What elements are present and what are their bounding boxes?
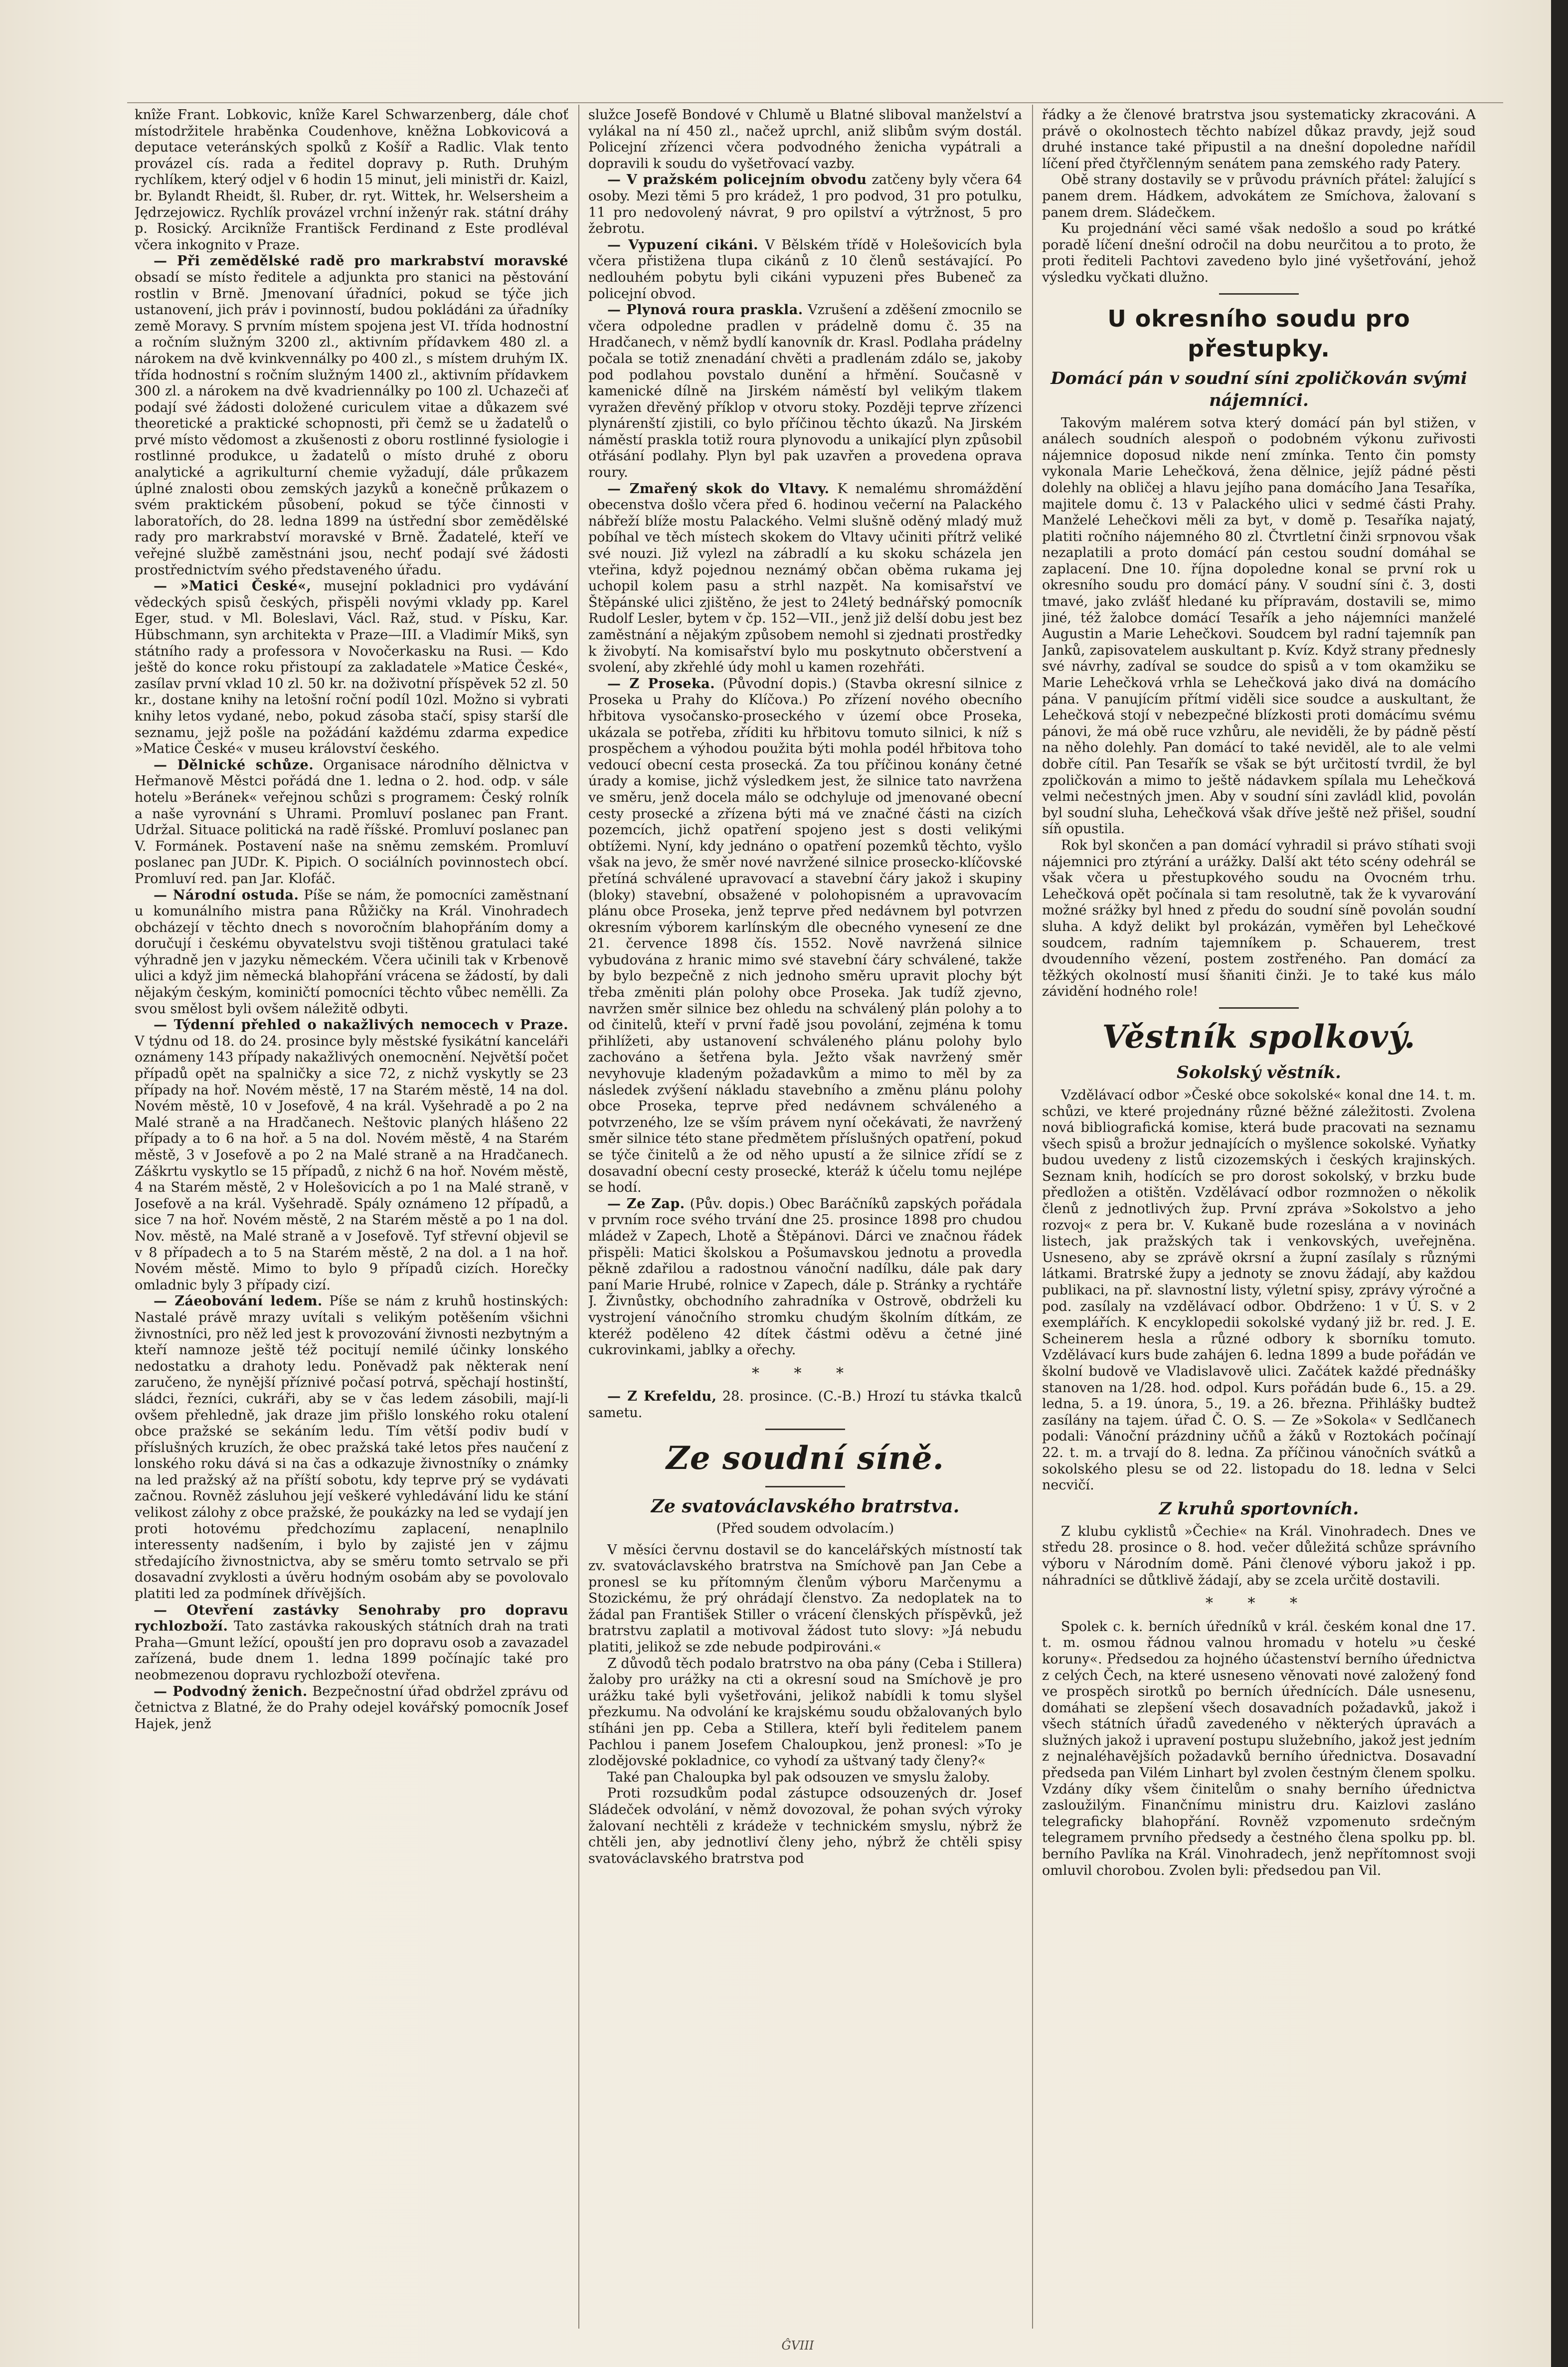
section-separator-stars: * * * <box>1205 1595 1313 1613</box>
section-title-clubs: Věstník spolkový. <box>1102 1018 1416 1056</box>
article-paragraph <box>588 676 1022 1196</box>
article-text: zatčeny byly včera 64 osoby. Mezi těmi 5 pro krádež, 1 pro podvod, 31 pro potulku, 11 pro nedovolený návrat, 9 pro opilství a výtržnost, 5 pro žebrotu. <box>588 172 1022 237</box>
article-headline: — Z Krefeldu, <box>607 1389 717 1405</box>
article-headline: — V pražském policejním obvodu <box>607 172 867 188</box>
page-number: ĜVIII <box>781 2339 814 2353</box>
article-headline: — »Matici České«, <box>154 578 312 594</box>
binding-edge <box>1551 0 1568 2367</box>
article-paragraph <box>588 302 1022 481</box>
article-headline: — Ze Zap. <box>607 1196 685 1212</box>
article-headline: — Národní ostuda. <box>154 887 299 903</box>
article-headline: — Plynová roura praskla. <box>607 302 803 318</box>
article-text: musejní pokladnici pro vydávání vědeckých spisů českých, přispěli novými vklady pp. Karel Eger, stud. v Ml. Boleslavi, Václ. Raž, stud. v Písku, Kar. Hübschmann, syn architekta v Praze—III. a Vladimír Mikš, syn státního rady a professora v Novočerkasku na Rusi. — Kdo ještě do konce roku přistoupí za zakladatele »Matice České«, zasílav první vklad 10 zl. 50 kr. na doživotní příspěvek 52 zl. 50 kr., dostane knihy na letošní roční podíl 10zl. Možno si vybrati knihy letos vydané, nebo, pokud zásoba stačí, spisy starší dle seznamu, jejž pošle na požádání každému zdarma expedice »Matice České« v museu království českého. <box>135 578 568 757</box>
article-headline: — Podvodný ženich. <box>154 1683 308 1699</box>
article-paragraph: V měsíci červnu dostavil se do kancelářských místností tak zv. svatováclavského bratrstva na Smíchově pan Jan Cebe a pronesl se ku přítomným členům výboru Marčenymu a Stozickému, že prý ohrádají členstvo. Za nedoplatek na to žádal pan František Stiller o vrácení členských příspěvků, jež bratrstvu zaplatil a motivoval žádost tuto slovy: »Já nebudu platiti, jelikož se zde nebude podpirováni.« <box>588 1542 1022 1655</box>
section-separator-stars: * * * <box>751 1364 859 1382</box>
article-paragraph <box>588 172 1022 237</box>
article-text: 28. prosince. (C.-B.) Hrozí tu stávka tkalců sametu. <box>588 1389 1022 1421</box>
article-paragraph <box>135 1684 568 1733</box>
article-paragraph <box>135 888 568 1018</box>
article-paragraph: Také pan Chaloupka byl pak odsouzen ve smyslu žaloby. <box>607 1769 991 1785</box>
article-paragraph <box>135 1603 568 1684</box>
article-paragraph: služce Josefě Bondové v Chlumě u Blatné sliboval manželství a vylákal na ní 450 zl., načež uprchl, aniž slibům svým dostál. Policejní zřízenci včera podvodného ženicha vypátrali a dopravili k soudu do vyšetřovací vazby. <box>588 107 1022 172</box>
article-text: K nemalému shromáždění obecenstva došlo včera před 6. hodinou večerní na Palackého nábřeží blíže mostu Palackého. Velmi slušně oděný mladý muž pobíhal ve těch místech skokem do Vltavy učiniti přítrž veliké své nouzi. Již vylezl na zábradlí a ku skoku scházela jen vteřina, když pojednou neznámý občan oběma rukama jej uchopil kolem pasu a strhl nazpět. Na komisařství ve Štěpánské ulici zjištěno, že jest to 24letý bednářský pomocník Rudolf Lesler, bytem v čp. 152—VII., jenž již delší dobu jest bez zaměstnání a nějakým způsobem nemohl si zjednati prostředky k živobytí. Na komisařství bylo mu poskytnuto občerstvení a svolení, aby zkřehlé údy mohl u kamen rozehřáti. <box>588 481 1022 676</box>
column-divider-1 <box>578 105 579 2329</box>
article-paragraph <box>588 237 1022 302</box>
section-rule <box>765 1429 845 1430</box>
article-subtitle: (Před soudem odvolacím.) <box>716 1520 894 1536</box>
article-paragraph: Z důvodů těch podalo bratrstvo na oba pány (Ceba i Stillera) žaloby pro urážky na cti a okresní soud na Smíchově je pro urážku také byli vyšetřováni, jelikož nabídli k tomu slyšel přezkumu. Na odvolání ke krajskému soudu obžalovaných bylo stíháni jen pp. Ceba a Stillera, kteří byli ředitelem panem Pachlou i panem Josefem Chaloupkou, jenž pronesl: »To je zlodějovské pokladnice, co vyhodí za uštvaný tady členy?« <box>588 1655 1022 1769</box>
article-paragraph: Ku projednání věci samé však nedošlo a soud po krátké poradě líčení dnešní odročil na dobu neurčitou a to proto, že proti řediteli Pachtovi zavedeno bylo jiné vyšetřování, jehož výsledku vyčkati dlužno. <box>1042 221 1476 285</box>
article-headline: — Zmařený skok do Vltavy. <box>607 481 830 497</box>
article-text: Bezpečnostní úřad obdržel zprávu od četnictva z Blatné, že do Prahy odejel kovářský pomocník Josef Hajek, jenž <box>135 1683 568 1732</box>
column-1 <box>135 107 568 2321</box>
article-headline: — Záeobování ledem. <box>154 1293 323 1309</box>
article-paragraph <box>135 578 568 757</box>
article-paragraph: Takovým malérem sotva který domácí pán byl stižen, v análech soudních alespoň o podobném výkonu zuřivosti nájemnice doposud nikde není zmínka. Tento čin pomsty vykonala Marie Lehečková, žena dělnice, jejíž pádné pěsti dolehly na obličej a hlavu jejího pana domácího Jana Tesaříka, majitele domu č. 13 v Palackého ulici v sedmé části Prahy. Manželé Lehečkovi měli za byt, v domě p. Tesaříka najatý, platiti ročního nájemného 80 zl. Čtvrtletní činži srpnovou však nezaplatili a proto domácí pán cestou soudní domáhal se zaplacení. Dne 10. října dopoledne konal se první rok u okresního soudu pro domácí pány. V soudní síni č. 3, dosti tmavé, jako zvlášť hledané ku přípravám, dostavili se, mimo jiné, též žalobce domácí Tesařík a jeho nájemníci manželé Augustin a Marie Lehečkovi. Soudcem byl radní tajemník pan Janků, zapisovatelem auskultant p. Kvíz. Když strany přednesly své návrhy, zadíval se soudce do spisů a v tom okamžiku se Marie Lehečková vrhla se Lehečková jako divá na domácího pána. V panujícím přítmí viděli sice soudce a auskultant, že Lehečková stojí v nebezpečné blízkosti proti domácímu svému pánovi, že má obě ruce vzhůru, ale neviděli, že by pádně pěstí na něho dolehly. Pan domácí to také neviděl, ale to ale velmi dobře cítil. Pan Tesařík se však se být určitostí tvrdil, že byl zpoličkován a mimo to ještě nádavkem spílala mu Lehečková velmi nečestných jmen. Aby v soudní síni zavládl klid, povolán byl soudní sluha, Lehečková však dříve ještě než přišel, soudní síň opustila. <box>1042 415 1476 837</box>
article-text: Tato zastávka rakouských státních drah na trati Praha—Gmunt ležící, opouští jen pro dopravu osob a zavazadel zařízená, bude dnem 1. ledna 1899 počínajíc také pro neobmezenou dopravu rychlozboží otevřena. <box>135 1619 568 1683</box>
article-headline: — Týdenní přehled o nakažlivých nemocech v Praze. <box>154 1017 568 1033</box>
article-paragraph <box>135 757 568 888</box>
article-headline: — Vypuzení cikáni. <box>607 237 759 253</box>
section-title-court: Ze soudní síně. <box>666 1439 944 1477</box>
article-paragraph <box>135 1293 568 1602</box>
article-paragraph: Obě strany dostavily se v průvodu právních přátel: žalující s panem drem. Hádkem, advokátem ze Smíchova, žalovaní s panem drem. Sládečkem. <box>1042 172 1476 220</box>
article-paragraph: řádky a že členové bratrstva jsou systematicky zkracováni. A právě o okolnostech těchto nabízel důkaz pravdy, jejž soud druhé instance také připustil a na dnešní dopoledne nařídil líčení před čtyřčlenným senátem pana zemského rady Patery. <box>1042 107 1476 172</box>
column-divider-2 <box>1032 105 1033 2329</box>
article-title: Sokolský věstník. <box>1177 1062 1341 1083</box>
article-paragraph: Rok byl skončen a pan domácí vyhradil si právo stíhati svoji nájemnici pro ztýrání a urážky. Další akt této scény odehrál se však včera u přestupkového soudu na Ovocném trhu. Lehečková opět počínala si tam resolutně, tak že k vyvarování možné srážky byl hned z předu do soudní síně povolán soudní sluha. A když delikt byl prokázán, vyměřen byl Lehečkové soudcem, radním tajemníkem p. Schauerem, trest dvoudenního vězení, postem zostřeného. Pan domácí za těžkých okolností musí šňaniti činži. Je to také kus málo závidění hodného role! <box>1042 837 1476 1000</box>
section-rule <box>1219 1007 1299 1009</box>
article-text: obsadí se místo ředitele a adjunkta pro stanici na pěstování rostlin v Brně. Jmenovaní úřadníci, pokud se týče jich ustanovení, jich práv i povinností, budou pokládáni za úřadníky země Moravy. S prvním místem spojena jest VI. třída hodnostní a ročním služným 3200 zl., aktivním přídavkem 480 zl. a nárokem na dvě kvinkvennálky po 400 zl., s místem druhým IX. třída hodnostní s ročním služným 1400 zl., aktivním přídavkem 300 zl. a nárokem na dvě kvadriennálky po 100 zl. Uchazeči ať podají své žádosti doložené curiculem vitae a důkazem své theoretické a praktické schopnosti, při čemž se u žadatelů o prvé místo vědomost a zkušenosti z oboru rostlinné fysiologie i rostlinné produkce, u žadatelů o místo druhé z oboru analytické a agrikulturní chemie vyžadují, dále průkazem úplné znalosti obou zemských jazyků a konečně průkazem o svém praktickém působení, pokud se týče činnosti v laboratořích, do 28. ledna 1899 na ústřední sbor zemědělské rady pro markrabství moravské v Brně. Žadatelé, kteří ve veřejné službě zaměstnáni jsou, nechť podají své žádosti prostřednictvím svého představeného úřadu. <box>135 269 568 578</box>
article-paragraph: Proti rozsudkům podal zástupce odsouzených dr. Josef Sládeček odvolání, v němž dovozoval, že pohan svých výroky žalovaní nechtěli z krádeže v technickém smyslu, nýbrž že chtěli jen, aby jednotliví členy jeho, nýbrž že chtěli spisy svatováclavského bratrstva pod <box>588 1786 1022 1866</box>
article-text: (Původní dopis.) (Stavba okresní silnice z Proseka u Prahy do Klíčova.) Po zřízení nového obecního hřbitova vysočansko-proseckého v území obce Proseka, ukázala se potřeba, zříditi ku hřbitovu tomuto silnici, k níž s prospěchem a výhodou použita býti mohla podél hřbitova toho vedoucí obecní cesta prosecká. Za tou příčinou konány četné úrady a komise, jichž výsledkem jest, že silnice tato navržena ve směru, jenž docela málo se odchyluje od jmenované obecní cesty prosecké a zřízena býti má ve značné části na cizích pozemcích, jichž opatření spojeno jest s dosti velikými obtížemi. Nyní, kdy jednáno o opatření pozemků těchto, vyšlo však na jevo, že směr nové navržené silnice prosecko-klíčovské přetíná schválené upravovací a stavební čáry jakož i skupiny (bloky) stavební, obsažené v polohopisném a upravovacím plánu obce Proseka, jenž teprve před nedávnem byl potvrzen okresním výborem karlínským dle obecného vynesení ze dne 21. července 1898 čís. 1552. Nově navržená silnice vybudována z hranic mimo své stavební čáry schválené, takže by bylo bezpečně z nich jednoho směru upravit plochy být třeba změniti plán polohy obce Proseka. Jak tudíž zjevno, navržen směr silnice bez ohledu na schválený plán polohy a to od činitelů, kteří v první řadě jsou povolání, zejména k tomu přihlížeti, aby ustanovení schváleného plánu polohy bylo zachováno a šetřena byla. Ježto však navržený směr nevyhovuje kladeným požadavkům a mimo to měl by za následek zvýšení nákladu stavebního a změnu plánu polohy obce Proseka, teprve před nedávnem schváleného a potvrzeného, lze se vším právem nyní očekávati, že navržený směr silnice této stane předmětem příslušných opatření, pokud se týče činitelů a že od něho upustí a že silnice zřídí se z dosavadní obecní cesty prosecké, kteráž k účelu tomu nejlépe se hodí. <box>588 676 1022 1196</box>
article-text: Píše se nám z kruhů hostinských: Nastalé právě mrazy uvítali s velikým potěšením všichni živnostníci, pro něž led jest k provozování živnosti nezbytným a kteří namnoze ještě též pocitují nemilé účinky lonského nedostatku a drahoty ledu. Poněvadž pak některak není zaručeno, že nynější příznivé počasí potrvá, spěchají hostinští, sládci, řezníci, cukráři, aby se v čas ledem zásobili, mají-li ovšem přehledně, jak draze jim přišlo lonského roku otalení obce pražské se sekáním ledu. Tím větší podiv budí v příslušných kruzích, že obec pražská také letos přes naučení z lonského roku dává si na čas a odkazuje živnostníky o známky na led pražský až na příští sobotu, kdy teprve prý se vydávati začnou. Rovněž zásluhou její veškeré vyhledávání lidu ke stání velikost zálohy z obce pražské, že poukázky na led se vydají jen proti hotovému předchozímu zaplacení, nenaplnilo interessenty nadšením, i bylo by zajisté jen v zájmu středajícího živnostnictva, aby se směru tomto setrvalo se při dosavadní zvyklosti a úvěru hodným osobám aby se povolovalo platiti led za podmínek dřívějších. <box>135 1293 568 1602</box>
article-text: V Bělském třídě v Holešovicích byla včera přistižena tlupa cikánů z 10 členů sestávající. Po nedlouhém pobytu byli cikáni vypuzeni přes Bubeneč za policejní obvod. <box>588 237 1022 302</box>
article-paragraph: Z klubu cyklistů »Čechie« na Král. Vinohradech. Dnes ve středu 28. prosince o 8. hod. večer důležitá schůze správního výboru v Národním domě. Páni členové výboru jakož i pp. náhradníci se důtklivě žádají, aby se zcela určitě dostavili. <box>1042 1523 1476 1588</box>
article-headline: — Dělnické schůze. <box>154 757 314 773</box>
article-text: Organisace národního dělnictva v Heřmanově Městci pořádá dne 1. ledna o 2. hod. odp. v sále hotelu »Beránek« veřejnou schůzi s programem: Český rolník a naše vyrovnání s Uhrami. Promluví poslanec pan Frant. Udržal. Situace politická na radě říšské. Promluví poslanec pan V. Formánek. Postavení naše na sněmu zemském. Promluví poslanec pan JUDr. K. Pipich. O sociálních povinnostech obcí. Promluví red. pan Jar. Klofáč. <box>135 757 568 887</box>
article-headline: — Z Proseka. <box>607 676 715 692</box>
article-text: Vzrušení a zděšení zmocnilo se včera odpoledne pradlen v prádelně domu č. 35 na Hradčanech, v němž bydlí kanovník dr. Krasl. Podlaha prádelny počala se totiž znenadání chvěti a pradlenám zdálo se, jakoby pod podlahou povstalo dunění a hřmění. Současně v kamenické dílně na Jirském náměstí byl velikým tlakem vyražen dřevěný příklop v otvoru stoky. Později teprve zřízenci plynárenští zjistili, co bylo příčinou těchto úkazů. Na Jirském náměstí praskla totiž roura plynovodu a unikající plyn způsobil otřásání podlahy. Plyn byl pak uzavřen a provedena oprava roury. <box>588 302 1022 481</box>
article-paragraph: Vzdělávací odbor »České obce sokolské« konal dne 14. t. m. schůzi, ve které projednány různé běžné záležitosti. Zvolena nová bibliografická komise, která bude pracovati na seznamu všech spisů a brožur jednajících o myšlence sokolské. Vyňatky budou uvedeny z listů cizozemských i českých krajinských. Seznam knih, hodících se pro dorost sokolský, v brzku bude předložen a otištěn. Vzdělávací odbor rozmnožen o několik členů z jednotlivých žup. První zpráva »Sokolstvo a jeho rozvoj« z pera br. V. Kukaně bude rozeslána a v novinách listech, jak pražských tak i venkovských, uveřejněna. Usneseno, aby se zprávě okrsní a župní zasílaly s různými látkami. Bratrské župy a jednoty se znovu žádají, aby každou publikaci, na př. slavnostní listy, výletní spisy, zprávy výročné a pod. zasílaly na vzdělávací odbor. Obdrženo: 1 v Ú. S. v 2 exemplářích. K encyklopedii sokolské vydaný již br. red. J. E. Scheinerem hesla a různé odbory k sborníku tomuto. Vzdělávací kurs bude zahájen 6. ledna 1899 a bude pořádán ve školní budově ve Vladislavově ulici. Začátek každé přednášky stanoven na 1/28. hod. odpol. Kurs pořádán bude 6., 15. a 29. ledna, 5. a 19. února, 5., 19. a 26. března. Přihlášky budtež zasílány na tajem. úřad Č. O. S. — Ze »Sokola« v Sedlčanech podali: Vánoční prázdniny učňů a žáků v Roztokách počínají 22. t. m. a trvají do 8. ledna. Za příčinou vánočních svátků a sokolského plesu se od 22. listopadu do 18. ledna v Selci necvičí. <box>1042 1087 1476 1493</box>
article-text: V týdnu od 18. do 24. prosince byly městské fysikátní kanceláři oznámeny 143 případy nakažlivých onemocnění. Největší počet případů opět na spalničky a sice 72, z nichž vyskytly se 23 případy na hoř. Novém městě, 17 na Starém městě, 14 na dol. Novém městě, 10 v Josefově, 4 na král. Vyšehradě a po 2 na Malé straně a na Hradčanech. Neštovic planých hlášeno 22 případy a to 6 na hoř. a 5 na dol. Novém městě, 4 na Starém městě, 3 v Josefově a po 2 na Malé straně a na Hradčanech. Záškrtu vyskytlo se 15 případů, z nichž 6 na hoř. Novém městě, 4 na Starém městě, 2 v Holešovicích a po 1 na Malé straně, v Josefově a na král. Vyšehradě. Spály oznámeno 12 případů, a sice 7 na hoř. Novém městě, 2 na Starém městě a po 1 na dol. Nov. městě, na Malé straně a v Josefově. Tyf střevní objevil se v 8 případech a to 5 na Starém městě, 2 na dol. a 1 na hoř. Novém městě. Mimo to bylo 9 případů cizích. Horečky omladnic byly 3 případy cizí. <box>135 1033 568 1293</box>
article-title: Ze svatováclavského bratrstva. <box>651 1495 960 1517</box>
article-title: Domácí pán v soudní síni zpoličkován svými nájemníci. <box>1050 368 1467 410</box>
article-paragraph <box>588 1389 1022 1421</box>
top-rule <box>127 102 1503 103</box>
column-3 <box>1042 107 1476 2321</box>
article-paragraph: Spolek c. k. berních úředníků v král. českém konal dne 17. t. m. osmou řádnou valnou hromadu v hotelu »u české koruny«. Předsedou za hojného účastenství berního úřednictva z celých Čech, na které usneseno věnovati nové založený fond ve prospěch sirotků po berních úřednících. Dále usnesenu, domáhati se zlepšení všech dosavadních požadavků, jakož i všech státních úřadů zavedeného v některých úpravách a služných jakož i upravení postupu služebního, jakož jest jedním z nejnaléhavějších požadavků berního úřednictva. Dosavadní předseda pan Vilém Linhart byl zvolen čestným členem spolku. Vzdány díky všem činitelům o snahy berního úřednictva zasloužilým. Finančnímu ministru dru. Kaizlovi zasláno telegraficky blahopřání. Rovněž vzpomenuto srdečným telegramem prvního předsedy a čestného člena spolku pp. bl. berního Pavlíka na Král. Vinohradech, jenž nepřítomnost svoji omluvil chorobou. Zvolen byli: předsedou pan Vil. <box>1042 1619 1476 1878</box>
article-paragraph: knîže Frant. Lobkovic, knîže Karel Schwarzenberg, dále choť místodržitele hraběnka Coudenhove, kněžna Lobkovicová a deputace veteránských spolků z Košíř a Radlic. Vlak tento provázel cís. rada a ředitel dopravy p. Ruth. Druhým rychlíkem, který odjel v 6 hodin 15 minut, jeli ministři dr. Kaizl, br. Bylandt Rheidt, šl. Ruber, dr. ryt. Wittek, hr. Welsersheim a Jędrzejowicz. Rychlík provázel vrchní inženýr rak. státní dráhy p. Rosický. Arciknîže Františck Ferdinand z Este prodléval včera inkognito v Praze. <box>135 107 568 253</box>
section-title-district-court: U okresního soudu pro přestupky. <box>1107 305 1410 362</box>
article-text: Píše se nám, že pomocníci zaměstnaní u komunálního mistra pana Růžičky na Král. Vinohradech obcházejí v těchto dnech s novoročním blahopřáním domy a doručují i českému obyvatelstvu svoji tištěnou gratulaci také výhradně jen v jazyku německém. Včera učinili tak v Krbenově ulici a když jim německá blahopřání vrácena se žádostí, by dali nějakým českým, kominičtí pomocníci těchto vůbec nemělli. Za svou smělost byli ovšem náležitě odbyti. <box>135 887 568 1017</box>
article-paragraph <box>135 1017 568 1293</box>
article-title: Z kruhů sportovních. <box>1159 1498 1359 1519</box>
article-headline: — Otevření zastávky Senohraby pro dopravu rychlozboží. <box>135 1602 568 1635</box>
article-paragraph <box>588 1196 1022 1359</box>
article-paragraph <box>135 253 568 578</box>
section-rule <box>1219 293 1299 295</box>
article-paragraph <box>588 481 1022 676</box>
article-text: (Pův. dopis.) Obec Baráčníků zapských pořádala v prvním roce svého trvání dne 25. prosince 1898 pro chudou mládež v Zapech, Lhotě a Štěpánovi. Dárci ve značnou řádek přispěli: Matici školskou a Pošumavskou jednotu a provedla pěkně zdařilou a radostnou vánoční nadílku, dále pak dary paní Marie Hrubé, rolnice v Zapech, dále p. Stránky a rychtáře J. Živnůstky, obchodního zahradníka v Ostrově, obdrželi ku vystrojení vánočního stromku chudým školním dítkám, ze kteréž poděleno 42 dítek částmi oděvu a četné jiné cukrovinkami, jablky a ořechy. <box>588 1196 1022 1358</box>
column-2 <box>588 107 1022 2321</box>
section-rule <box>765 1486 845 1487</box>
article-headline: — Při zemědělské radě pro markrabství moravské <box>154 253 568 269</box>
